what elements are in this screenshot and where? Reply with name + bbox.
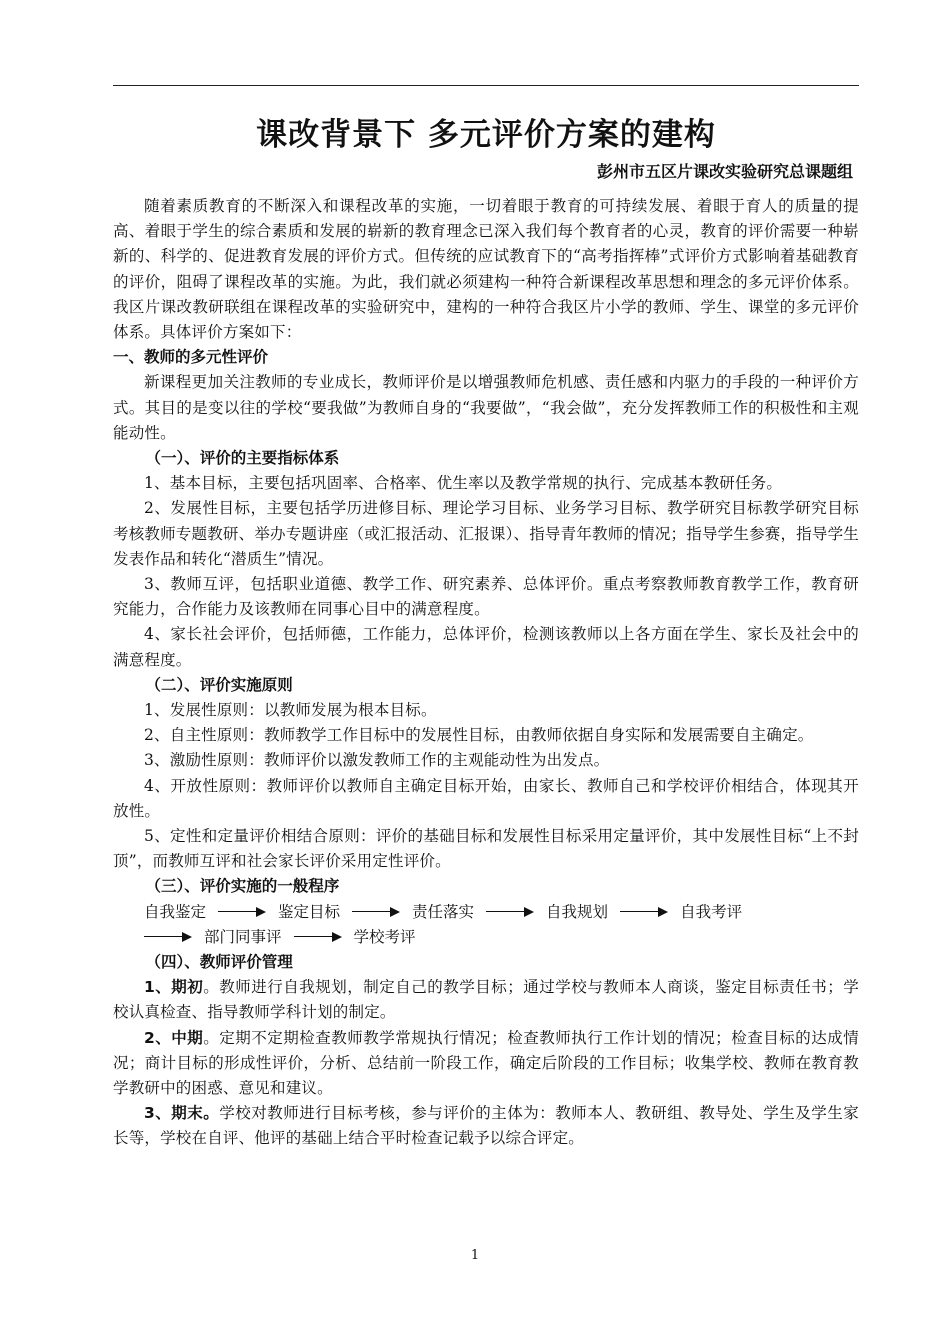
page-number: 1 [470, 1248, 480, 1263]
procedure-flow [113, 900, 859, 950]
management-item-lead: 3、期末。 [144, 1104, 220, 1123]
subsection-heading-procedure: （三）、评价实施的一般程序 [145, 877, 340, 896]
indicator-item: 2、发展性目标，主要包括学历进修目标、理论学习目标、业务学习目标、教学研究目标教学研究目标考核教师专题教研、举办专题讲座（或汇报活动、汇报课）、指导青年教师的情况；指导学生参赛，指导学生发表作品和转化“潜质生”情况。 [113, 499, 859, 568]
document-body [113, 110, 859, 1152]
principle-item: 1、发展性原则：以教师发展为根本目标。 [144, 701, 437, 720]
management-item [113, 975, 859, 1025]
management-item-text: 。教师进行自我规划，制定自己的教学目标；通过学校与教师本人商谈，鉴定目标责任书；学校认真检查、指导教师学科计划的制定。 [113, 978, 860, 1022]
arrow-right-icon [352, 906, 400, 918]
principle-item: 2、自主性原则：教师教学工作目标中的发展性目标，由教师依据自身实际和发展需要自主确定。 [144, 726, 814, 745]
indicator-item: 1、基本目标，主要包括巩固率、合格率、优生率以及教学常规的执行、完成基本教研任务。 [144, 474, 783, 493]
indicator-item: 3、教师互评，包括职业道德、教学工作、研究素养、总体评价。重点考察教师教育教学工作，教育研究能力，合作能力及该教师在同事心目中的满意程度。 [113, 575, 859, 619]
indicator-item: 4、家长社会评价，包括师德，工作能力，总体评价，检测该教师以上各方面在学生、家长及社会中的满意程度。 [113, 625, 859, 669]
principle-item: 5、定性和定量评价相结合原则：评价的基础目标和发展性目标采用定量评价，其中发展性目标“上不封顶”，而教师互评和社会家长评价采用定性评价。 [113, 827, 859, 871]
section-intro: 新课程更加关注教师的专业成长，教师评价是以增强教师危机感、责任感和内驱力的手段的一种评价方式。其目的是变以往的学校“要我做”为教师自身的“我要做”，“我会做”，充分发挥教师工作的积极性和主观能动性。 [113, 373, 859, 442]
principle-item: 3、激励性原则：教师评价以激发教师工作的主观能动性为出发点。 [144, 751, 610, 770]
management-item [113, 1101, 859, 1151]
document-title: 课改背景下 多元评价方案的建构 [256, 117, 716, 153]
flow-step: 自我鉴定 [144, 902, 207, 921]
header-rule [113, 85, 859, 86]
document-author: 彭州市五区片课改实验研究总课题组 [596, 162, 853, 181]
arrow-right-icon [144, 931, 192, 943]
flow-row [144, 900, 859, 925]
flow-row [144, 925, 859, 950]
flow-step: 学校考评 [353, 927, 416, 946]
flow-step: 部门同事评 [204, 927, 282, 946]
flow-step: 责任落实 [412, 902, 475, 921]
flow-step: 自我规划 [546, 902, 609, 921]
management-item [113, 1026, 859, 1102]
arrow-right-icon [486, 906, 534, 918]
flow-step: 自我考评 [680, 902, 743, 921]
subsection-heading-indicators: （一）、评价的主要指标体系 [145, 449, 340, 468]
subsection-heading-principles: （二）、评价实施原则 [145, 675, 293, 694]
subsection-heading-management: （四）、教师评价管理 [145, 953, 293, 972]
section-heading: 一、教师的多元性评价 [113, 348, 269, 367]
management-item-lead: 2、中期 [144, 1028, 204, 1047]
management-item-text: 学校对教师进行目标考核，参与评价的主体为：教师本人、教研组、教导处、学生及学生家长等，学校在自评、他评的基础上结合平时检查记载予以综合评定。 [113, 1104, 859, 1148]
arrow-right-icon [218, 906, 266, 918]
management-item-lead: 1、期初 [144, 978, 204, 997]
arrow-right-icon [294, 931, 342, 943]
intro-paragraph: 随着素质教育的不断深入和课程改革的实施，一切着眼于教育的可持续发展、着眼于育人的质量的提高、着眼于学生的综合素质和发展的崭新的教育理念已深入我们每个教育者的心灵，教育的评价需要一种崭新的、科学的、促进教育发展的评价方式。但传统的应试教育下的“高考指挥棒”式评价方式影响着基础教育的评价，阻碍了课程改革的实施。为此，我们就必须建构一种符合新课程改革思想和理念的多元评价体系。我区片课改教研联组在课程改革的实验研究中，建构的一种符合我区片小学的教师、学生、课堂的多元评价体系。具体评价方案如下： [113, 197, 859, 342]
flow-step: 鉴定目标 [278, 902, 341, 921]
arrow-right-icon [620, 906, 668, 918]
management-item-text: 。定期不定期检查教师教学常规执行情况；检查教师执行工作计划的情况；检查目标的达成情况；商计目标的形成性评价，分析、总结前一阶段工作，确定后阶段的工作目标；收集学校、教师在教育教学教研中的困惑、意见和建议。 [113, 1028, 860, 1098]
principle-item: 4、开放性原则：教师评价以教师自主确定目标开始，由家长、教师自己和学校评价相结合，体现其开放性。 [113, 776, 859, 820]
